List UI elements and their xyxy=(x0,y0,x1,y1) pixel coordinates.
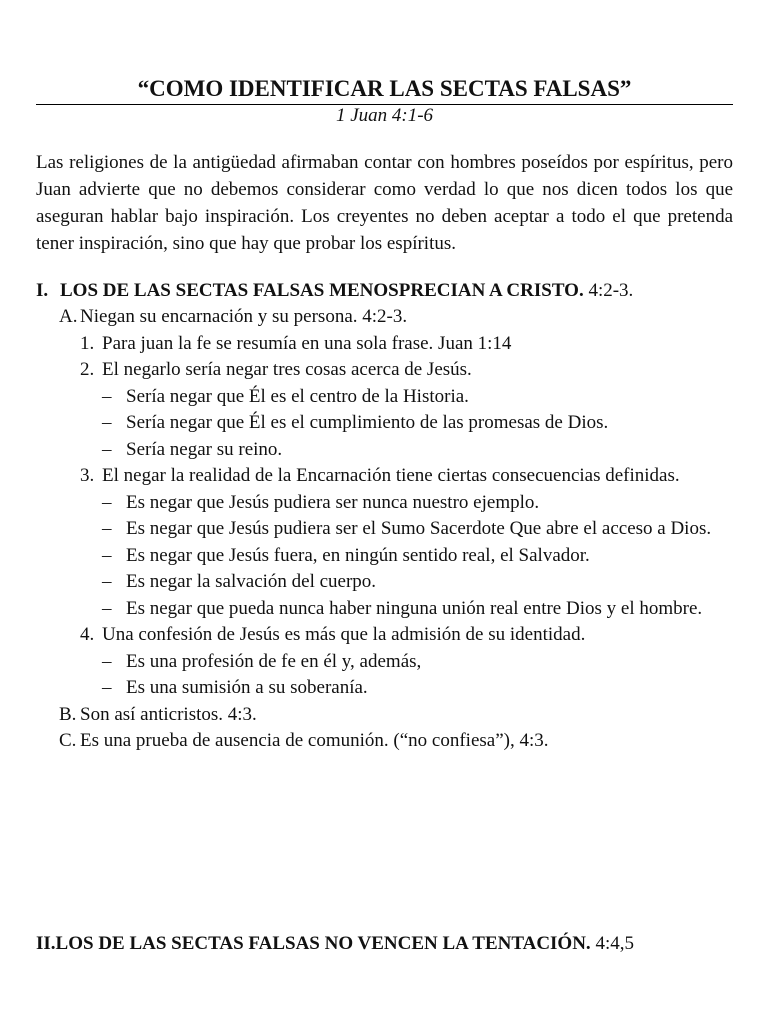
bullet-text: Es negar que Jesús pudiera ser el Sumo Sacerdote Que abre el acceso a Dios. xyxy=(126,518,712,539)
dash-bullet-icon: – xyxy=(102,677,112,698)
point-b-text: Son así anticristos. 4:3. xyxy=(80,703,257,725)
point-c-text: Es una prueba de ausencia de comunión. (“no confiesa”), 4:3. xyxy=(80,730,549,751)
section-1-heading xyxy=(36,277,733,304)
point-a-2 xyxy=(36,357,733,384)
document-title: “COMO IDENTIFICAR LAS SECTAS FALSAS” xyxy=(36,74,733,105)
point-a-1-text: Para juan la fe se resumía en una sola frase. Juan 1:14 xyxy=(102,332,512,354)
section-2-reference: 4:4,5 xyxy=(590,933,634,954)
intro-paragraph: Las religiones de la antigüedad afirmaban contar con hombres poseídos por espíritus, pero Juan advierte que no debemos considerar como verdad lo que nos dicen todos los que aseguran hablar bajo inspiración. Los creyentes no deben aceptar a todo el que pretenda tener inspiración, sino que hay que probar los espíritus. xyxy=(36,152,733,254)
point-a-1 xyxy=(36,331,733,358)
dash-bullet-icon: – xyxy=(102,412,112,433)
bullet-item xyxy=(36,410,733,437)
point-a-text: Niegan su encarnación y su persona. 4:2-3. xyxy=(80,306,408,327)
point-b xyxy=(36,702,733,729)
dash-bullet-icon: – xyxy=(102,597,112,619)
point-c-marker: C. xyxy=(59,730,77,751)
point-a-4 xyxy=(36,622,733,649)
section-2-title: LOS DE LAS SECTAS FALSAS NO VENCEN LA TENTACIÓN. xyxy=(55,933,591,954)
dash-bullet-icon: – xyxy=(102,544,112,566)
point-a-marker: A. xyxy=(59,306,78,327)
bullet-item xyxy=(36,569,733,596)
dash-bullet-icon: – xyxy=(102,571,112,592)
bullet-text: Es negar que Jesús pudiera ser nunca nuestro ejemplo. xyxy=(126,491,540,513)
section-1-reference: 4:2-3. xyxy=(583,280,634,301)
point-a-4-text: Una confesión de Jesús es más que la admisión de su identidad. xyxy=(102,624,586,645)
bullet-text: Es negar que Jesús fuera, en ningún sentido real, el Salvador. xyxy=(126,544,590,566)
bullet-text: Es una profesión de fe en él y, además, xyxy=(126,650,422,672)
document-subtitle: 1 Juan 4:1-6 xyxy=(335,105,434,126)
bullet-text: Es negar la salvación del cuerpo. xyxy=(126,571,377,592)
dash-bullet-icon: – xyxy=(102,385,112,407)
point-a-3-marker: 3. xyxy=(80,465,95,486)
bullet-item xyxy=(36,675,733,702)
bullet-item xyxy=(36,490,733,517)
section-1-title: LOS DE LAS SECTAS FALSAS MENOSPRECIAN A CRISTO. xyxy=(60,280,584,301)
point-c xyxy=(36,728,733,755)
point-a-2-text: El negarlo sería negar tres cosas acerca de Jesús. xyxy=(102,359,472,380)
bullet-item xyxy=(36,596,733,623)
dash-bullet-icon: – xyxy=(102,438,112,460)
bullet-text: Sería negar que Él es el centro de la Historia. xyxy=(126,385,469,407)
bullet-text: Sería negar su reino. xyxy=(126,438,283,460)
point-a-3-text: El negar la realidad de la Encarnación tiene ciertas consecuencias definidas. xyxy=(102,465,680,486)
document-page xyxy=(36,74,733,755)
dash-bullet-icon: – xyxy=(102,491,112,513)
point-a-4-marker: 4. xyxy=(80,624,95,645)
section-2-number: II. xyxy=(36,933,56,954)
section-2-heading xyxy=(36,930,733,957)
dash-bullet-icon: – xyxy=(102,650,112,672)
bullet-item xyxy=(36,649,733,676)
section-1-number: I. xyxy=(36,280,49,301)
point-a-3 xyxy=(36,463,733,490)
bullet-item xyxy=(36,543,733,570)
bullet-item xyxy=(36,384,733,411)
bullet-item xyxy=(36,437,733,464)
point-a-2-marker: 2. xyxy=(80,359,95,380)
bullet-text: Es una sumisión a su soberanía. xyxy=(126,677,368,698)
bullet-text: Sería negar que Él es el cumplimiento de las promesas de Dios. xyxy=(126,412,609,433)
point-a xyxy=(36,304,733,331)
bullet-text: Es negar que pueda nunca haber ninguna unión real entre Dios y el hombre. xyxy=(126,597,703,619)
point-a-1-marker: 1. xyxy=(80,332,95,354)
bullet-item xyxy=(36,516,733,543)
dash-bullet-icon: – xyxy=(102,518,112,539)
point-b-marker: B. xyxy=(59,703,77,725)
